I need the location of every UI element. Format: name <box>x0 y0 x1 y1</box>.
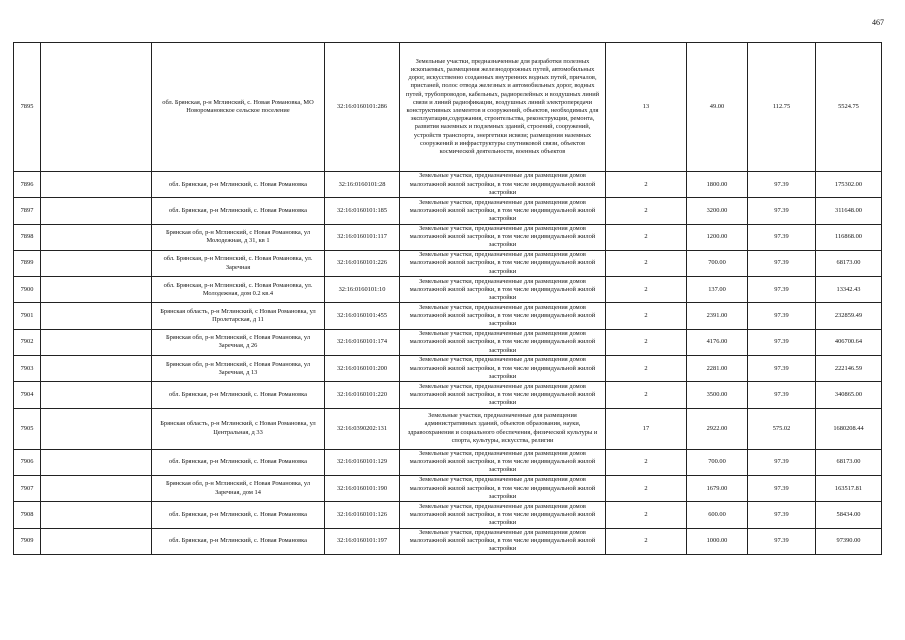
specific-value-cell: 97.39 <box>748 449 816 475</box>
use-code-cell: 13 <box>606 43 687 172</box>
address-cell: обл. Брянская, р-н Мглинский, с. Новая Романовка <box>152 382 325 408</box>
cadastral-value-cell: 58434.00 <box>816 502 882 528</box>
land-use-cell: Земельные участки, предназначенные для размещения домов малоэтажной жилой застройки, в том числе индивидуальной жилой застройки <box>400 303 606 329</box>
cadastral-value-cell: 175302.00 <box>816 172 882 198</box>
use-code-cell: 2 <box>606 250 687 276</box>
specific-value-cell: 97.39 <box>748 198 816 224</box>
land-use-cell: Земельные участки, предназначенные для размещения домов малоэтажной жилой застройки, в том числе индивидуальной жилой застройки <box>400 329 606 355</box>
cadastral-number-cell: 32:16:0160101:185 <box>325 198 400 224</box>
use-code-cell: 2 <box>606 303 687 329</box>
specific-value-cell: 575.02 <box>748 408 816 449</box>
specific-value-cell: 97.39 <box>748 250 816 276</box>
table-row <box>14 250 882 276</box>
blank-cell <box>41 528 152 554</box>
specific-value-cell: 97.39 <box>748 382 816 408</box>
cadastral-value-cell: 232859.49 <box>816 303 882 329</box>
land-use-cell: Земельные участки, предназначенные для размещения домов малоэтажной жилой застройки, в том числе индивидуальной жилой застройки <box>400 198 606 224</box>
use-code-cell: 2 <box>606 475 687 501</box>
address-cell: Брянская обл, р-н Мглинский, с Новая Романовка, ул Заречная, д 13 <box>152 356 325 382</box>
cadastral-number-cell: 32:16:0160101:129 <box>325 449 400 475</box>
blank-cell <box>41 277 152 303</box>
blank-cell <box>41 43 152 172</box>
specific-value-cell: 112.75 <box>748 43 816 172</box>
specific-value-cell: 97.39 <box>748 356 816 382</box>
area-cell: 1000.00 <box>687 528 748 554</box>
specific-value-cell: 97.39 <box>748 277 816 303</box>
specific-value-cell: 97.39 <box>748 172 816 198</box>
cadastral-value-cell: 68173.00 <box>816 250 882 276</box>
cadastral-number-cell: 32:16:0160101:220 <box>325 382 400 408</box>
area-cell: 700.00 <box>687 250 748 276</box>
cadastral-number-cell: 32:16:0160101:126 <box>325 502 400 528</box>
land-use-cell: Земельные участки, предназначенные для размещения домов малоэтажной жилой застройки, в том числе индивидуальной жилой застройки <box>400 250 606 276</box>
registry-table-body <box>14 43 882 555</box>
table-row <box>14 449 882 475</box>
cadastral-number-cell: 32:16:0160101:197 <box>325 528 400 554</box>
address-cell: Брянская обл, р-н Мглинский, с Новая Романовка, ул Заречная, д 26 <box>152 329 325 355</box>
cadastral-value-cell: 5524.75 <box>816 43 882 172</box>
table-row <box>14 502 882 528</box>
address-cell: обл. Брянская, р-н Мглинский, с. Новая Романовка <box>152 449 325 475</box>
land-use-cell: Земельные участки, предназначенные для размещения домов малоэтажной жилой застройки, в том числе индивидуальной жилой застройки <box>400 449 606 475</box>
cadastral-value-cell: 406700.64 <box>816 329 882 355</box>
address-cell: Брянская область, р-н Мглинский, с Новая Романовка, ул Пролетарская, д 11 <box>152 303 325 329</box>
area-cell: 2391.00 <box>687 303 748 329</box>
use-code-cell: 2 <box>606 502 687 528</box>
use-code-cell: 2 <box>606 224 687 250</box>
row-number-cell: 7897 <box>14 198 41 224</box>
blank-cell <box>41 329 152 355</box>
use-code-cell: 17 <box>606 408 687 449</box>
blank-cell <box>41 198 152 224</box>
cadastral-number-cell: 32:16:0160101:190 <box>325 475 400 501</box>
use-code-cell: 2 <box>606 382 687 408</box>
row-number-cell: 7907 <box>14 475 41 501</box>
row-number-cell: 7900 <box>14 277 41 303</box>
use-code-cell: 2 <box>606 528 687 554</box>
area-cell: 3200.00 <box>687 198 748 224</box>
specific-value-cell: 97.39 <box>748 528 816 554</box>
table-row <box>14 172 882 198</box>
address-cell: Брянская область, р-н Мглинский, с Новая Романовка, ул Центральная, д 33 <box>152 408 325 449</box>
row-number-cell: 7904 <box>14 382 41 408</box>
land-use-cell: Земельные участки, предназначенные для размещения домов малоэтажной жилой застройки, в том числе индивидуальной жилой застройки <box>400 475 606 501</box>
registry-table <box>13 42 882 555</box>
land-use-cell: Земельные участки, предназначенные для размещения домов малоэтажной жилой застройки, в том числе индивидуальной жилой застройки <box>400 277 606 303</box>
table-row <box>14 224 882 250</box>
blank-cell <box>41 475 152 501</box>
address-cell: Брянская обл, р-н Мглинский, с Новая Романовка, ул Молодежная, д 31, кв 1 <box>152 224 325 250</box>
cadastral-value-cell: 116868.00 <box>816 224 882 250</box>
specific-value-cell: 97.39 <box>748 303 816 329</box>
row-number-cell: 7905 <box>14 408 41 449</box>
land-use-cell: Земельные участки, предназначенные для размещения домов малоэтажной жилой застройки, в том числе индивидуальной жилой застройки <box>400 172 606 198</box>
land-use-cell: Земельные участки, предназначенные для размещения домов малоэтажной жилой застройки, в том числе индивидуальной жилой застройки <box>400 502 606 528</box>
cadastral-number-cell: 32:16:0160101:226 <box>325 250 400 276</box>
land-use-cell: Земельные участки, предназначенные для размещения домов малоэтажной жилой застройки, в том числе индивидуальной жилой застройки <box>400 224 606 250</box>
cadastral-number-cell: 32:16:0160101:286 <box>325 43 400 172</box>
table-row <box>14 277 882 303</box>
specific-value-cell: 97.39 <box>748 224 816 250</box>
area-cell: 1679.00 <box>687 475 748 501</box>
cadastral-value-cell: 68173.00 <box>816 449 882 475</box>
blank-cell <box>41 502 152 528</box>
blank-cell <box>41 224 152 250</box>
cadastral-value-cell: 1680208.44 <box>816 408 882 449</box>
row-number-cell: 7902 <box>14 329 41 355</box>
cadastral-number-cell: 32:16:0160101:174 <box>325 329 400 355</box>
cadastral-value-cell: 97390.00 <box>816 528 882 554</box>
cadastral-number-cell: 32:16:0160101:28 <box>325 172 400 198</box>
land-use-cell: Земельные участки, предназначенные для разработки полезных ископаемых, размещения железнодорожных путей, автомобильных дорог, искусственно созданных внутренних водных путей, причалов, пристаней, полос отвода железных и автомобильных дорог, водных путей, трубопроводов, кабельных, радиорелейных и воздушных линий связи и линий радиофикации, воздушных линий электропередачи конструктивных элементов и сооружений, объектов, необходимых для эксплуатации,содержания, строительства, реконструкции, ремонта, развития наземных и подземных зданий, строений, сооружений, устройств транспорта, энергетики исвязи; размещения наземных сооружений и инфраструктуры спутниковой связи, объектов космической деятельности, военных объектов <box>400 43 606 172</box>
cadastral-value-cell: 340865.00 <box>816 382 882 408</box>
page-number: 467 <box>872 18 884 27</box>
use-code-cell: 2 <box>606 356 687 382</box>
cadastral-number-cell: 32:16:0160101:455 <box>325 303 400 329</box>
table-row <box>14 528 882 554</box>
blank-cell <box>41 382 152 408</box>
cadastral-value-cell: 311648.00 <box>816 198 882 224</box>
area-cell: 2281.00 <box>687 356 748 382</box>
row-number-cell: 7895 <box>14 43 41 172</box>
land-use-cell: Земельные участки, предназначенные для размещения административных зданий, объектов образования, науки, здравоохранения и социального обеспечения, физической культуры и спорта, культуры, искусства, религии <box>400 408 606 449</box>
table-row <box>14 329 882 355</box>
table-row <box>14 408 882 449</box>
area-cell: 1800.00 <box>687 172 748 198</box>
cadastral-number-cell: 32:16:0160101:117 <box>325 224 400 250</box>
land-use-cell: Земельные участки, предназначенные для размещения домов малоэтажной жилой застройки, в том числе индивидуальной жилой застройки <box>400 356 606 382</box>
area-cell: 49.00 <box>687 43 748 172</box>
row-number-cell: 7898 <box>14 224 41 250</box>
blank-cell <box>41 250 152 276</box>
address-cell: обл. Брянская, р-н Мглинский, с. Новая Романовка <box>152 198 325 224</box>
area-cell: 600.00 <box>687 502 748 528</box>
use-code-cell: 2 <box>606 277 687 303</box>
blank-cell <box>41 172 152 198</box>
blank-cell <box>41 449 152 475</box>
table-row <box>14 356 882 382</box>
land-use-cell: Земельные участки, предназначенные для размещения домов малоэтажной жилой застройки, в том числе индивидуальной жилой застройки <box>400 382 606 408</box>
table-row <box>14 475 882 501</box>
row-number-cell: 7908 <box>14 502 41 528</box>
area-cell: 1200.00 <box>687 224 748 250</box>
row-number-cell: 7899 <box>14 250 41 276</box>
row-number-cell: 7909 <box>14 528 41 554</box>
land-use-cell: Земельные участки, предназначенные для размещения домов малоэтажной жилой застройки, в том числе индивидуальной жилой застройки <box>400 528 606 554</box>
cadastral-number-cell: 32:16:0390202:131 <box>325 408 400 449</box>
area-cell: 137.00 <box>687 277 748 303</box>
address-cell: обл. Брянская, р-н Мглинский, с. Новая Романовка <box>152 502 325 528</box>
blank-cell <box>41 356 152 382</box>
table-row <box>14 382 882 408</box>
blank-cell <box>41 303 152 329</box>
row-number-cell: 7901 <box>14 303 41 329</box>
table-row <box>14 43 882 172</box>
use-code-cell: 2 <box>606 329 687 355</box>
use-code-cell: 2 <box>606 449 687 475</box>
specific-value-cell: 97.39 <box>748 329 816 355</box>
area-cell: 3500.00 <box>687 382 748 408</box>
address-cell: обл. Брянская, р-н Мглинский, с. Новая Романовка, ул. Заречная <box>152 250 325 276</box>
area-cell: 700.00 <box>687 449 748 475</box>
blank-cell <box>41 408 152 449</box>
cadastral-number-cell: 32:16:0160101:200 <box>325 356 400 382</box>
specific-value-cell: 97.39 <box>748 502 816 528</box>
cadastral-value-cell: 222146.59 <box>816 356 882 382</box>
cadastral-value-cell: 163517.81 <box>816 475 882 501</box>
use-code-cell: 2 <box>606 198 687 224</box>
row-number-cell: 7896 <box>14 172 41 198</box>
area-cell: 4176.00 <box>687 329 748 355</box>
row-number-cell: 7903 <box>14 356 41 382</box>
cadastral-value-cell: 13342.43 <box>816 277 882 303</box>
cadastral-number-cell: 32:16:0160101:10 <box>325 277 400 303</box>
table-row <box>14 303 882 329</box>
row-number-cell: 7906 <box>14 449 41 475</box>
address-cell: обл. Брянская, р-н Мглинский, с. Новая Романовка <box>152 528 325 554</box>
address-cell: обл. Брянская, р-н Мглинский, с. Новая Романовка <box>152 172 325 198</box>
specific-value-cell: 97.39 <box>748 475 816 501</box>
address-cell: Брянская обл, р-н Мглинский, с Новая Романовка, ул Заречная, дом 14 <box>152 475 325 501</box>
table-row <box>14 198 882 224</box>
address-cell: обл. Брянская, р-н Мглинский, с. Новая Романовка, МО Новоромановское сельское поселение <box>152 43 325 172</box>
area-cell: 2922.00 <box>687 408 748 449</box>
use-code-cell: 2 <box>606 172 687 198</box>
address-cell: обл. Брянская, р-н Мглинский, с. Новая Романовка, ул. Молодежная, дом 0.2 кв.4 <box>152 277 325 303</box>
